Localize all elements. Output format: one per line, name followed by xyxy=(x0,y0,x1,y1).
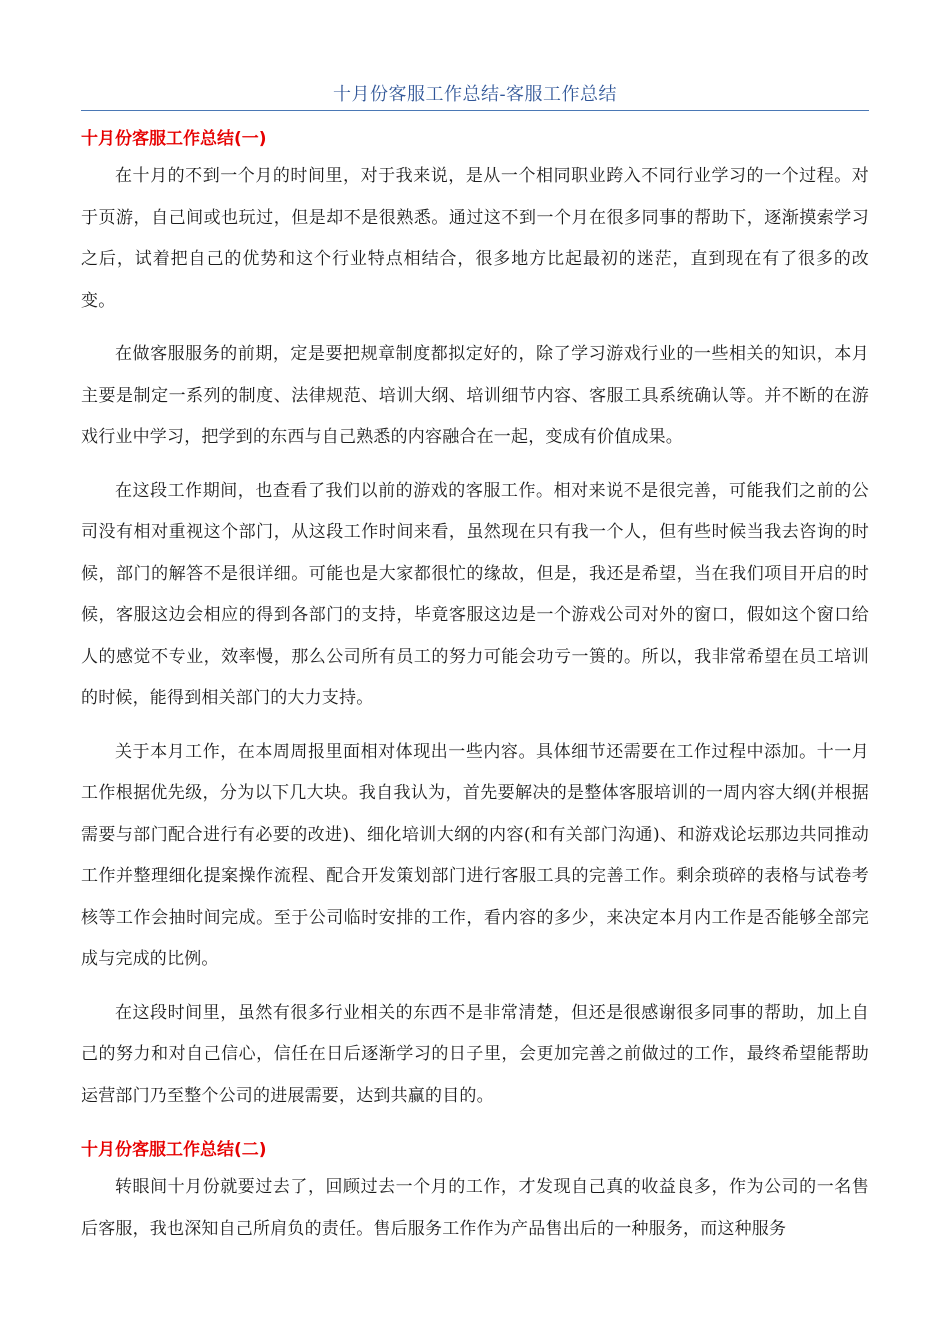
document-header xyxy=(81,82,869,111)
document-title: 十月份客服工作总结-客服工作总结 xyxy=(332,84,618,105)
paragraph: 在十月的不到一个月的时间里，对于我来说，是从一个相同职业跨入不同行业学习的一个过程。对于页游，自己间或也玩过，但是却不是很熟悉。通过这不到一个月在很多同事的帮助下，逐渐摸索学习之后，试着把自己的优势和这个行业特点相结合，很多地方比起最初的迷茫，直到现在有了很多的改变。 xyxy=(81,166,869,311)
paragraph: 在这段时间里，虽然有很多行业相关的东西不是非常清楚，但还是很感谢很多同事的帮助，加上自己的努力和对自己信心，信任在日后逐渐学习的日子里，会更加完善之前做过的工作，最终希望能帮助运营部门乃至整个公司的进展需要，达到共赢的目的。 xyxy=(81,1002,869,1106)
paragraph: 在做客服服务的前期，定是要把规章制度都拟定好的，除了学习游戏行业的一些相关的知识，本月主要是制定一系列的制度、法律规范、培训大纲、培训细节内容、客服工具系统确认等。并不断的在游戏行业中学习，把学到的东西与自己熟悉的内容融合在一起，变成有价值成果。 xyxy=(81,344,869,447)
section-heading: 十月份客服工作总结(二) xyxy=(81,1140,267,1160)
paragraph: 在这段工作期间，也查看了我们以前的游戏的客服工作。相对来说不是很完善，可能我们之前的公司没有相对重视这个部门，从这段工作时间来看，虽然现在只有我一个人，但有些时候当我去咨询的时候，部门的解答不是很详细。可能也是大家都很忙的缘故，但是，我还是希望，当在我们项目开启的时候，客服这边会相应的得到各部门的支持，毕竟客服这边是一个游戏公司对外的窗口，假如这个窗口给人的感觉不专业，效率慢，那么公司所有员工的努力可能会功亏一篑的。所以，我非常希望在员工培训的时候，能得到相关部门的大力支持。 xyxy=(81,480,869,708)
paragraph: 关于本月工作，在本周周报里面相对体现出一些内容。具体细节还需要在工作过程中添加。十一月工作根据优先级，分为以下几大块。我自我认为，首先要解决的是整体客服培训的一周内容大纲(并根据需要与部门配合进行有必要的改进)、细化培训大纲的内容(和有关部门沟通)、和游戏论坛那边共同推动工作并整理细化提案操作流程、配合开发策划部门进行客服工具的完善工作。剩余琐碎的表格与试卷考核等工作会抽时间完成。至于公司临时安排的工作，看内容的多少，来决定本月内工作是否能够全部完成与完成的比例。 xyxy=(81,741,869,969)
section-1 xyxy=(81,126,869,1117)
paragraph: 转眼间十月份就要过去了，回顾过去一个月的工作，才发现自己真的收益良多，作为公司的一名售后客服，我也深知自己所肩负的责任。售后服务工作作为产品售出后的一种服务，而这种服务 xyxy=(81,1177,869,1239)
document-body xyxy=(81,120,869,1250)
section-2 xyxy=(81,1137,869,1250)
section-heading: 十月份客服工作总结(一) xyxy=(81,129,267,149)
